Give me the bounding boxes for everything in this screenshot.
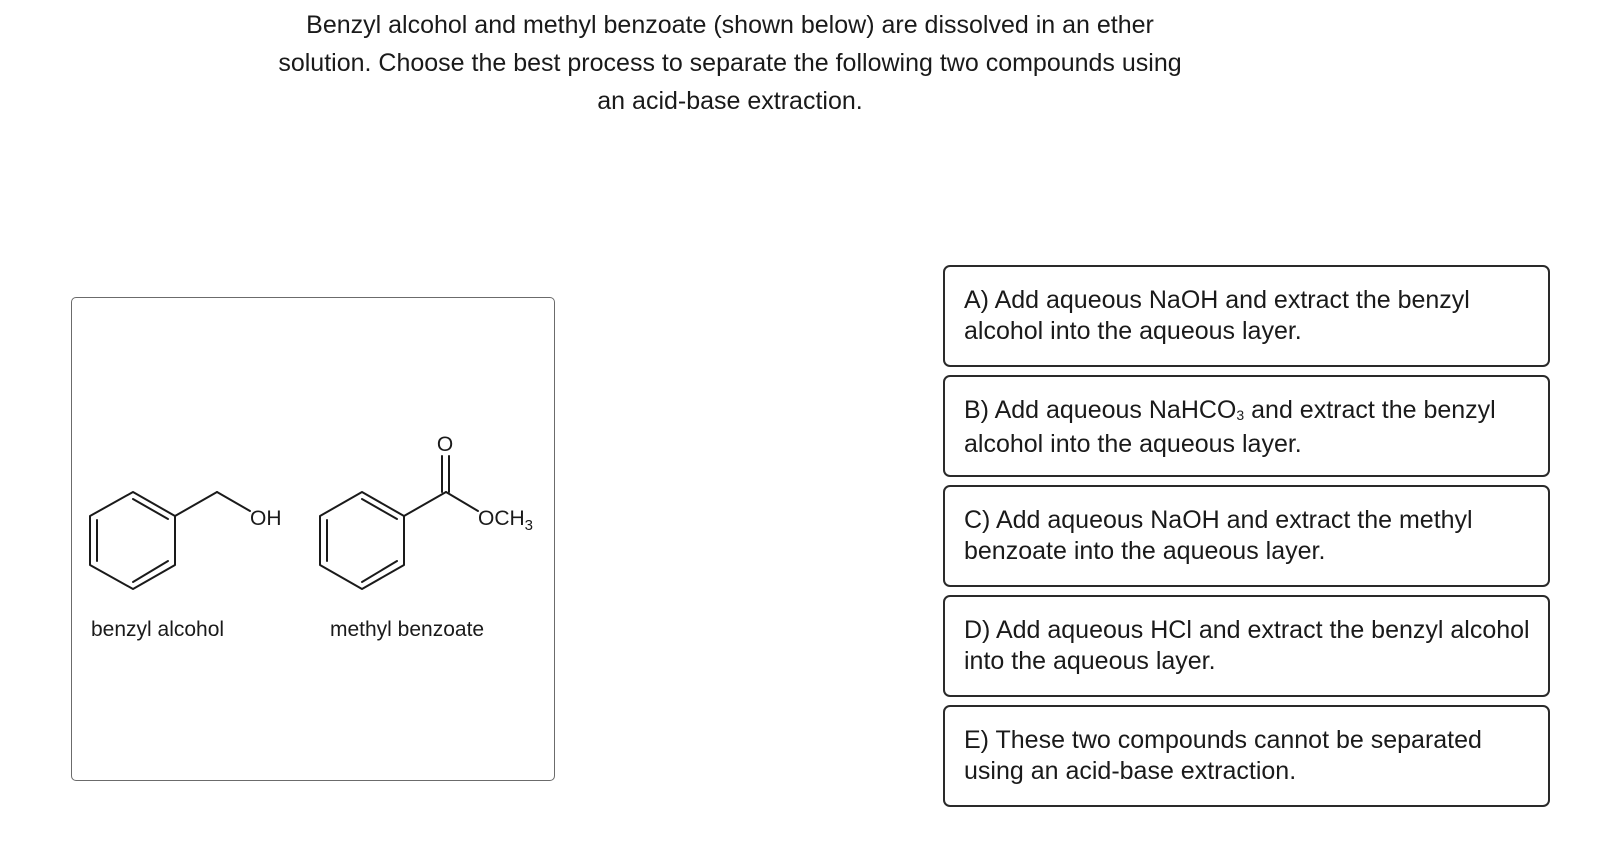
chemical-structures-drawing xyxy=(72,298,556,782)
option-b-text-post: and extract the benzyl alcohol into the aqueous layer. xyxy=(964,396,1496,458)
option-e-text: E) These two compounds cannot be separated using an acid-base extraction. xyxy=(964,726,1482,785)
question-line-3: an acid-base extraction. xyxy=(597,87,863,115)
option-c[interactable] xyxy=(943,485,1550,587)
carbonyl-o-label: O xyxy=(436,433,454,456)
methyl-benzoate-ester-bond xyxy=(446,492,478,511)
oh-label: OH xyxy=(250,507,282,530)
question-line-1: Benzyl alcohol and methyl benzoate (shown below) are dissolved in an ether xyxy=(306,11,1154,39)
methyl-benzoate-label: methyl benzoate xyxy=(330,618,485,641)
och3-subscript: 3 xyxy=(524,517,534,534)
option-b-text-pre: B) Add aqueous NaHCO xyxy=(964,396,1237,424)
option-d[interactable] xyxy=(943,595,1550,697)
och3-main: OCH xyxy=(478,507,525,530)
option-a[interactable] xyxy=(943,265,1550,367)
methyl-benzoate-ring xyxy=(320,492,404,589)
option-b-subscript: 3 xyxy=(1236,407,1245,423)
methyl-benzoate-carbonyl-bond xyxy=(404,492,446,516)
option-c-text: C) Add aqueous NaOH and extract the methyl benzoate into the aqueous layer. xyxy=(964,506,1473,565)
option-d-text: D) Add aqueous HCl and extract the benzyl alcohol into the aqueous layer. xyxy=(964,616,1530,675)
question-text xyxy=(230,6,1230,120)
option-e[interactable] xyxy=(943,705,1550,807)
structures-panel xyxy=(71,297,555,781)
question-line-2: solution. Choose the best process to separate the following two compounds using xyxy=(278,49,1182,77)
benzyl-alcohol-oh-bond xyxy=(217,492,250,511)
och3-label xyxy=(478,507,533,534)
option-b[interactable] xyxy=(943,375,1550,477)
benzyl-alcohol-label: benzyl alcohol xyxy=(91,618,225,641)
option-a-text: A) Add aqueous NaOH and extract the benzyl alcohol into the aqueous layer. xyxy=(964,286,1470,345)
benzyl-alcohol-ch2-bond xyxy=(175,492,217,516)
benzyl-alcohol-ring xyxy=(90,492,175,589)
answer-options xyxy=(943,265,1550,815)
